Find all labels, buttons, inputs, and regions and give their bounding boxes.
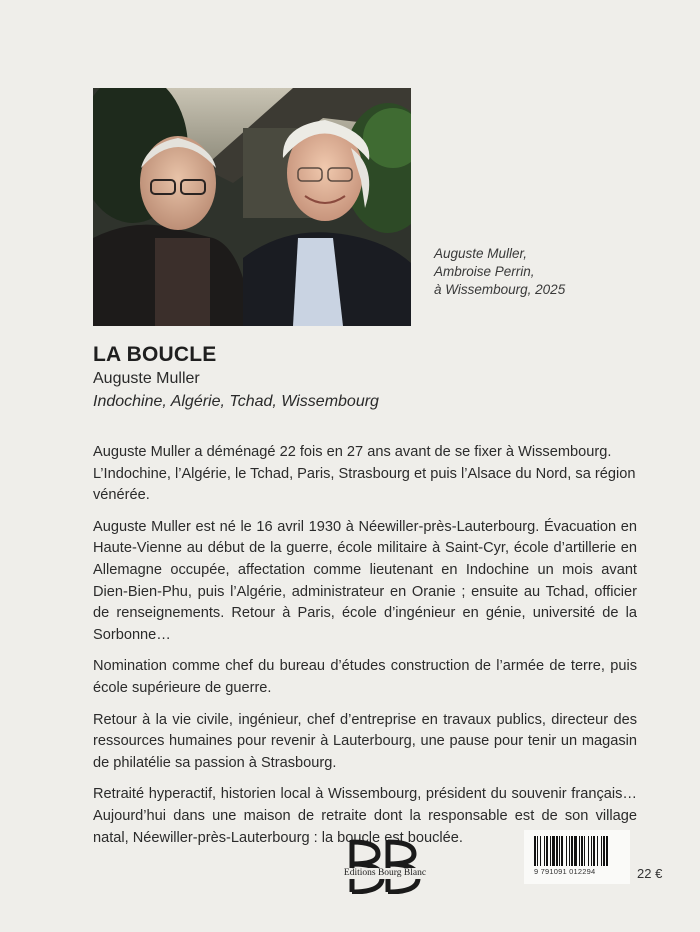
publisher-logo bbox=[330, 838, 440, 894]
book-title: LA BOUCLE bbox=[93, 343, 217, 366]
publisher-name: Editions Bourg Blanc bbox=[330, 868, 440, 879]
photo-image bbox=[93, 88, 411, 326]
synopsis-paragraph: Auguste Muller est né le 16 avril 1930 à Néewiller-près-Lauterbourg. Évacuation en Haute-Vienne au début de la guerre, école militaire à Saint-Cyr, école d’artillerie en Allemagne occupée, affectation comme lieutenant en Indochine un mois avant Dien-Bien-Phu, puis l’Algérie, administrateur en Oranie ; ensuite au Tchad, officier de renseignements. Retour à Paris, école d’ingénieur en génie, université de la Sorbonne… bbox=[93, 518, 637, 643]
photo-caption bbox=[434, 245, 565, 299]
synopsis-paragraph: Auguste Muller a déménagé 22 fois en 27 ans avant de se fixer à Wissembourg. L’Indochine, l’Algérie, le Tchad, Paris, Strasbourg et puis l’Alsace du Nord, sa région vénérée. bbox=[93, 444, 636, 504]
synopsis-paragraph: Retour à la vie civile, ingénieur, chef d’entreprise en travaux publics, directeur des ressources humaines pour revenir à Lauterbourg, une pause pour tenir un magasin de philatélie sa passion à Strasbourg. bbox=[93, 711, 637, 771]
double-b-logo-icon bbox=[330, 838, 440, 894]
caption-line: à Wissembourg, 2025 bbox=[434, 282, 566, 297]
synopsis-paragraph: Nomination comme chef du bureau d’études construction de l’armée de terre, puis école supérieure de guerre. bbox=[93, 658, 637, 696]
caption-line: Ambroise Perrin, bbox=[434, 264, 535, 279]
cover-photo bbox=[93, 88, 411, 326]
barcode-bars bbox=[524, 830, 630, 870]
caption-line: Auguste Muller, bbox=[434, 246, 528, 261]
price: 22 € bbox=[637, 866, 663, 881]
synopsis bbox=[93, 442, 637, 859]
barcode-digits: 9 791091 012294 bbox=[534, 867, 596, 876]
synopsis-paragraph: Retraité hyperactif, historien local à Wissembourg, président du souvenir français… Aujourd’hui dans une maison de retraite dont la responsable est de son village natal, Néewiller-près-Lauterbourg : la boucle est bouclée. bbox=[93, 786, 637, 846]
book-author: Auguste Muller bbox=[93, 370, 200, 387]
book-subtitle: Indochine, Algérie, Tchad, Wissembourg bbox=[93, 393, 379, 410]
